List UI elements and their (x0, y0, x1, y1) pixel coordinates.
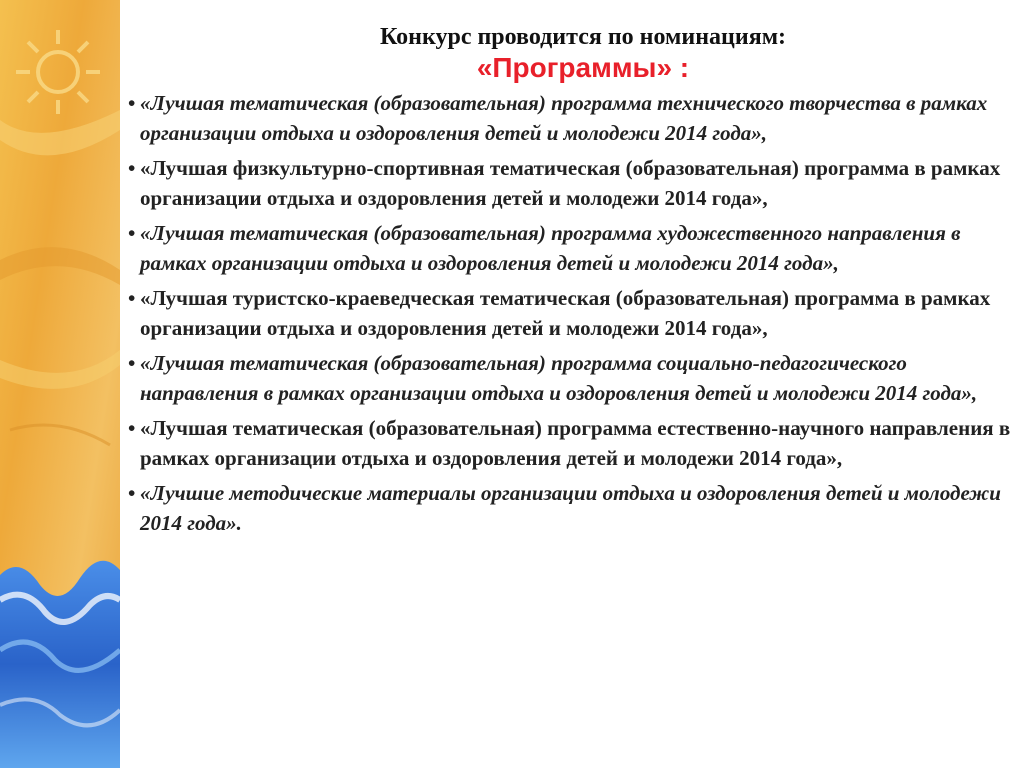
nomination-item (128, 283, 1018, 343)
nomination-list (128, 88, 1018, 538)
bullet-icon: • (128, 156, 136, 180)
slide-subheading: «Программы» : (476, 52, 690, 83)
nomination-text: «Лучшие методические материалы организации отдыха и оздоровления детей и молодежи 2014 года». (140, 481, 1001, 535)
nomination-text: «Лучшая тематическая (образовательная) программа естественно-научного направления в рамках организации отдыха и оздоровления детей и молодежи 2014 года», (140, 416, 1011, 470)
slide-content (128, 22, 1018, 543)
nomination-item (128, 88, 1018, 148)
bullet-icon: • (128, 286, 136, 310)
sand-sea-image (0, 0, 120, 768)
sand-sea-decoration (0, 0, 120, 768)
slide-heading: Конкурс проводится по номинациям: (379, 24, 787, 50)
nomination-item (128, 218, 1018, 278)
nomination-item (128, 348, 1018, 408)
nomination-text: «Лучшая физкультурно-спортивная тематическая (образовательная) программа в рамках организации отдыха и оздоровления детей и молодежи 2014 года», (140, 156, 1001, 210)
nomination-item (128, 478, 1018, 538)
nomination-text: «Лучшая туристско-краеведческая тематическая (образовательная) программа в рамках организации отдыха и оздоровления детей и молодежи 2014 года», (140, 286, 991, 340)
bullet-icon: • (128, 351, 136, 375)
nomination-item (128, 413, 1018, 473)
bullet-icon: • (128, 416, 136, 440)
bullet-icon: • (128, 221, 136, 245)
bullet-icon: • (128, 481, 136, 505)
nomination-text: «Лучшая тематическая (образовательная) программа художественного направления в рамках организации отдыха и оздоровления детей и молодежи 2014 года», (140, 221, 961, 275)
nomination-item (128, 153, 1018, 213)
nomination-text: «Лучшая тематическая (образовательная) программа технического творчества в рамках организации отдыха и оздоровления детей и молодежи 2014 года», (140, 91, 988, 145)
nomination-text: «Лучшая тематическая (образовательная) программа социально-педагогического направления в рамках организации отдыха и оздоровления детей и молодежи 2014 года», (140, 351, 978, 405)
bullet-icon: • (128, 91, 136, 115)
